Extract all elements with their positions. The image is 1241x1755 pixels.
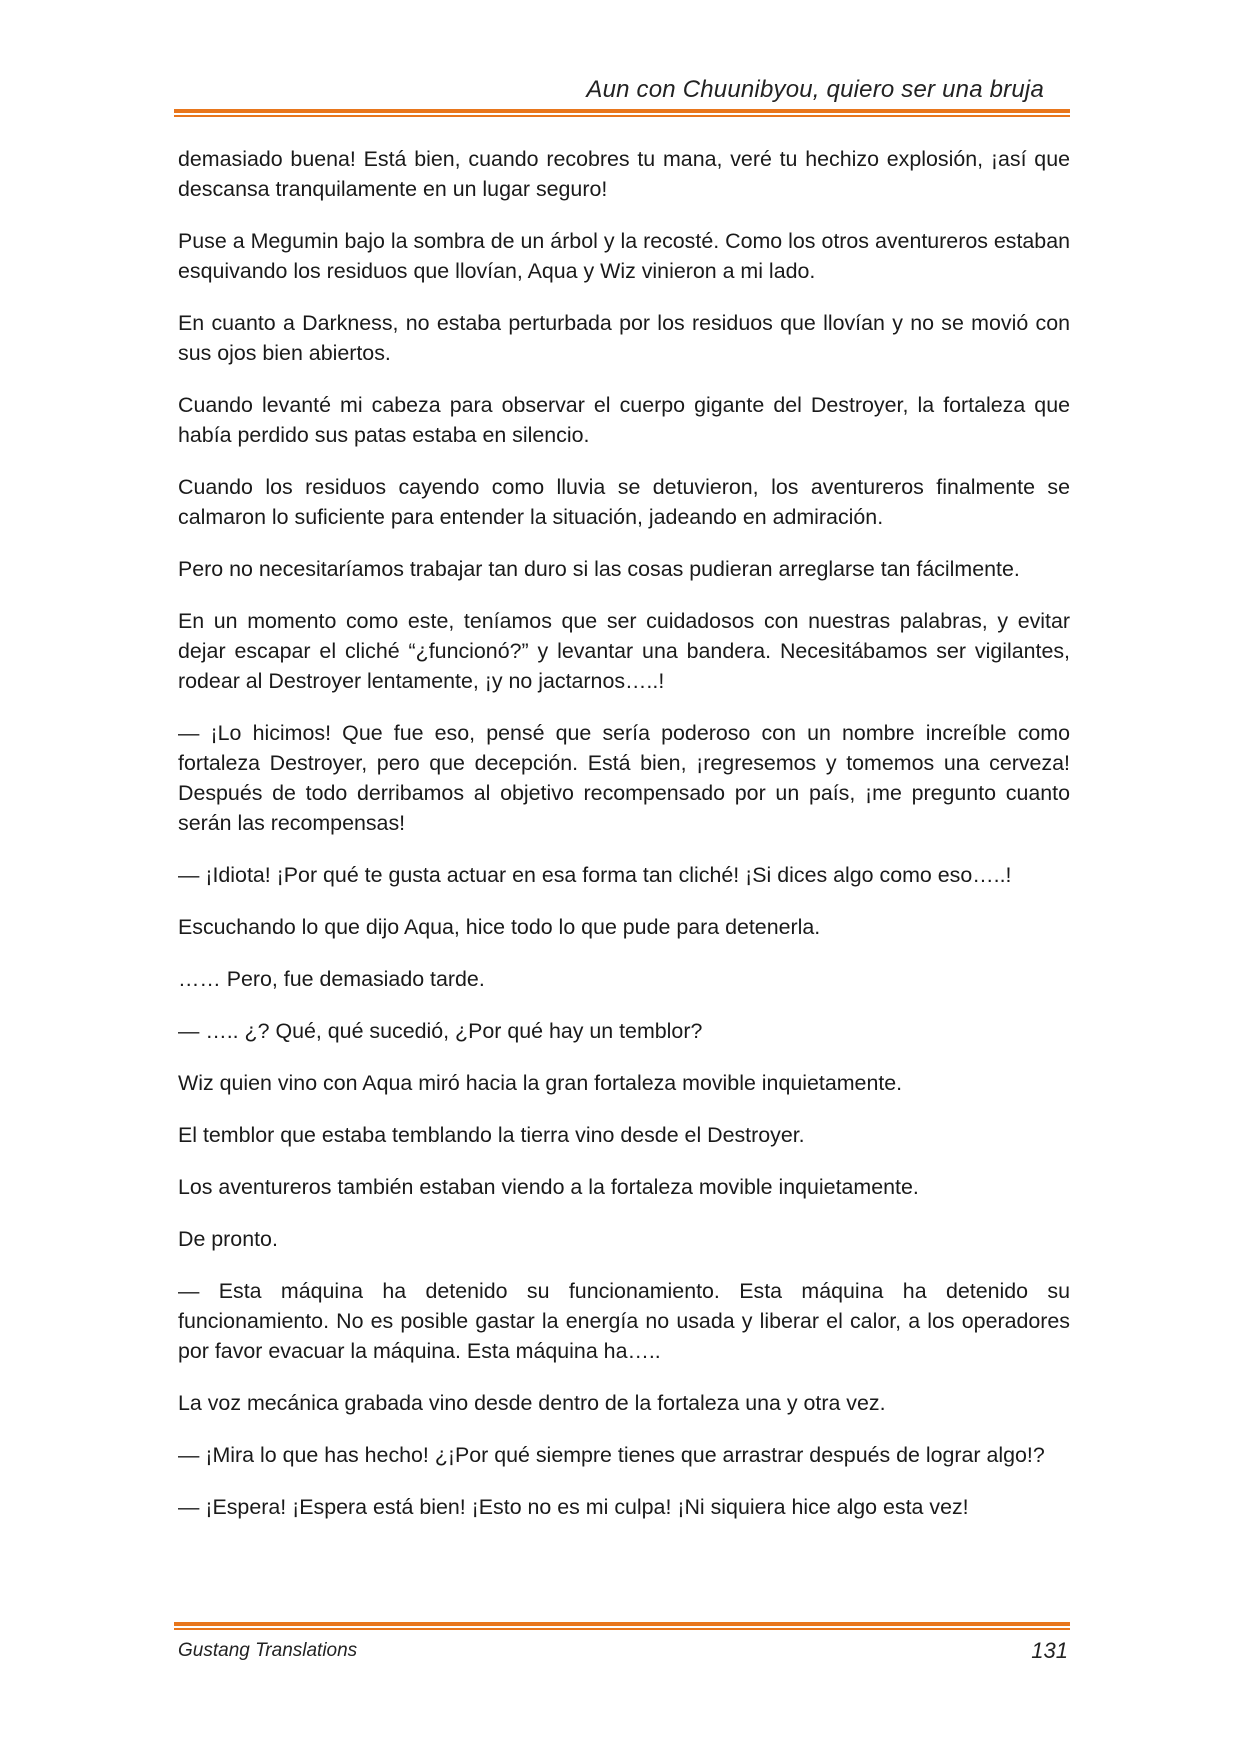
paragraph: De pronto. [178,1227,278,1251]
page-header [174,72,1070,116]
paragraph: La voz mecánica grabada vino desde dentro de la fortaleza una y otra vez. [178,1391,886,1415]
footer-rule-thick [174,1622,1070,1626]
paragraph: — ¡Lo hicimos! Que fue eso, pensé que sería poderoso con un nombre increíble como fortaleza Destroyer, pero que decepción. Está bien, ¡regresemos y tomemos una cerveza! Después de todo derribamos al objetivo recompensado por un país, ¡me pregunto cuanto serán las recompensas! [178,721,1070,835]
header-rule-thick [174,109,1070,113]
header-title: Aun con Chuunibyou, quiero ser una bruja [586,76,1044,103]
paragraph: — ….. ¿? Qué, qué sucedió, ¿Por qué hay un temblor? [178,1019,703,1043]
paragraph: Escuchando lo que dijo Aqua, hice todo lo que pude para detenerla. [178,915,821,939]
paragraph: demasiado buena! Está bien, cuando recobres tu mana, veré tu hechizo explosión, ¡así que descansa tranquilamente en un lugar seguro! [178,147,1070,201]
page-number: 131 [1031,1638,1068,1663]
paragraph: En cuanto a Darkness, no estaba perturbada por los residuos que llovían y no se movió con sus ojos bien abiertos. [178,311,1070,365]
footer-publisher: Gustang Translations [178,1640,358,1661]
paragraph: — ¡Espera! ¡Espera está bien! ¡Esto no es mi culpa! ¡Ni siquiera hice algo esta vez! [178,1495,969,1519]
paragraph: Cuando los residuos cayendo como lluvia se detuvieron, los aventureros finalmente se calmaron lo suficiente para entender la situación, jadeando en admiración. [178,475,1070,529]
paragraph: Puse a Megumin bajo la sombra de un árbol y la recosté. Como los otros aventureros estaban esquivando los residuos que llovían, Aqua y Wiz vinieron a mi lado. [178,229,1070,283]
paragraph: El temblor que estaba temblando la tierra vino desde el Destroyer. [178,1123,805,1147]
footer-rule-thin [174,1628,1070,1630]
paragraph: — Esta máquina ha detenido su funcionamiento. Esta máquina ha detenido su funcionamiento. No es posible gastar la energía no usada y liberar el calor, a los operadores por favor evacuar la máquina. Esta máquina ha….. [178,1279,1070,1363]
paragraph: Cuando levanté mi cabeza para observar el cuerpo gigante del Destroyer, la fortaleza que había perdido sus patas estaba en silencio. [178,393,1070,447]
page-footer [174,1622,1070,1672]
body-text [178,144,1070,1544]
header-rule-thin [174,115,1070,117]
paragraph: — ¡Idiota! ¡Por qué te gusta actuar en esa forma tan cliché! ¡Si dices algo como eso…..! [178,863,1012,887]
paragraph: Wiz quien vino con Aqua miró hacia la gran fortaleza movible inquietamente. [178,1071,903,1095]
footer-rule [174,1622,1070,1630]
paragraph: …… Pero, fue demasiado tarde. [178,967,485,991]
paragraph: Pero no necesitaríamos trabajar tan duro si las cosas pudieran arreglarse tan fácilmente. [178,557,1020,581]
header-rule [174,109,1070,117]
paragraph: — ¡Mira lo que has hecho! ¿¡Por qué siempre tienes que arrastrar después de lograr algo!? [178,1443,1045,1467]
paragraph: Los aventureros también estaban viendo a la fortaleza movible inquietamente. [178,1175,919,1199]
paragraph: En un momento como este, teníamos que ser cuidadosos con nuestras palabras, y evitar dejar escapar el cliché “¿funcionó?” y levantar una bandera. Necesitábamos ser vigilantes, rodear al Destroyer lentamente, ¡y no jactarnos…..! [178,609,1070,693]
